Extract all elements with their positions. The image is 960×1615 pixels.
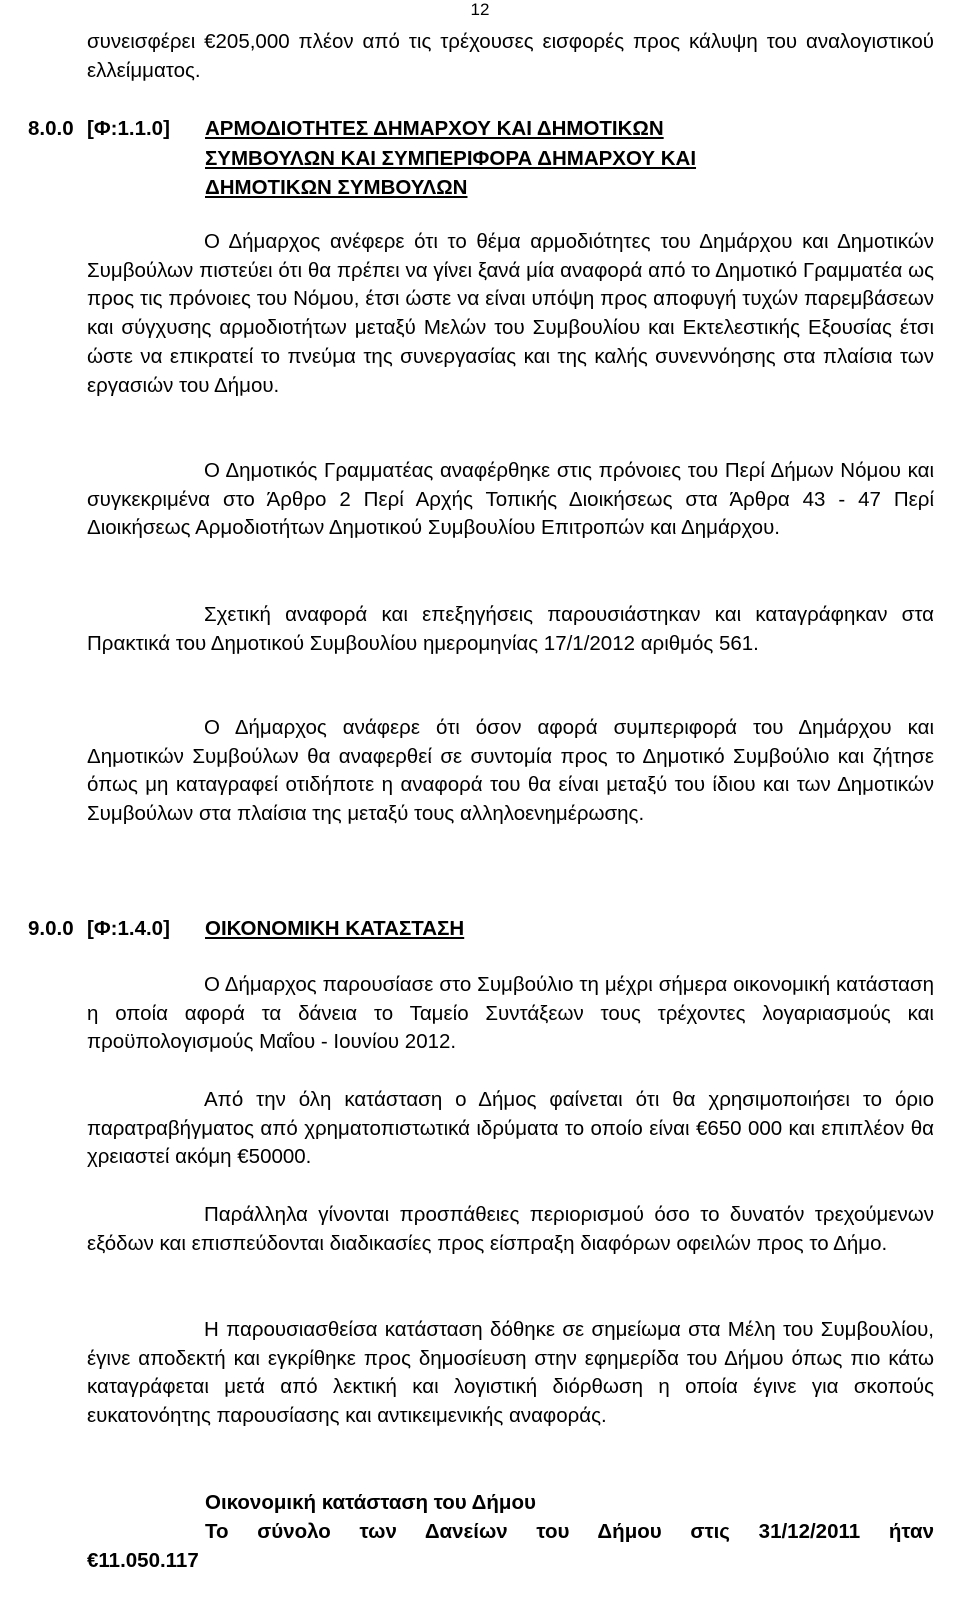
total-loans-amount: €11.050.117 [87,1549,199,1572]
section-8-title-line: ΔΗΜΟΤΙΚΩΝ ΣΥΜΒΟΥΛΩΝ [205,176,468,199]
section-9-paragraph: Παράλληλα γίνονται προσπάθειες περιορισμού όσο το δυνατόν τρεχούμενων εξόδων και επισπεύδονται διαδικασίες προς είσπραξη διαφόρων οφειλών προς το Δήμο. [87,1203,934,1255]
section-9-paragraph: Η παρουσιασθείσα κατάσταση δόθηκε σε σημείωμα στα Μέλη του Συμβουλίου, έγινε αποδεκτή και εγκρίθηκε προς δημοσίευση στην εφημερίδα του Δήμου όπως πιο κάτω καταγράφεται μετά από λεκτική και λογιστική διόρθωση η οποία έγινε για σκοπούς ευκατονόητης παρουσίασης και αντικειμενικής αναφοράς. [87,1318,934,1428]
section-8-ref: [Φ:1.1.0] [87,117,170,140]
financial-status-subheading: Οικονομική κατάσταση του Δήμου [205,1491,536,1514]
total-loans-line: Το σύνολο των Δανείων του Δήμου στις 31/12/2011 ήταν [205,1520,934,1543]
intro-paragraph: συνεισφέρει €205,000 πλέον από τις τρέχουσες εισφορές προς κάλυψη του αναλογιστικού ελλείμματος. [87,30,934,82]
section-9-paragraph: Από την όλη κατάσταση ο Δήμος φαίνεται ότι θα χρησιμοποιήσει το όριο παρατραβήγματος από χρηματοπιστωτικά ιδρύματα το οποίο είναι €650 000 και επιπλέον θα χρειαστεί ακόμη €50000. [87,1088,934,1169]
page-number: 12 [470,0,490,19]
section-9-ref: [Φ:1.4.0] [87,917,170,940]
section-8-title [205,114,825,203]
section-8-number: 8.0.0 [28,117,74,140]
section-8-paragraph: Ο Δήμαρχος ανέφερε ότι το θέμα αρμοδιότητες του Δημάρχου και Δημοτικών Συμβούλων πιστεύει ότι θα πρέπει να γίνει ξανά μία αναφορά από το Δημοτικό Γραμματέα ως προς τις πρόνοιες του Νόμου, έτσι ώστε να είναι υπόψη προς αποφυγή τυχών παρεμβάσεων και σύγχυσης αρμοδιοτήτων μεταξύ Μελών του Συμβουλίου και Εκτελεστικής Εξουσίας έτσι ώστε να επικρατεί το πνεύμα της συνεργασίας και της καλής συνεννόησης στα πλαίσια των εργασιών του Δήμου. [87,230,934,397]
section-8-title-line: ΣΥΜΒΟΥΛΩΝ ΚΑΙ ΣΥΜΠΕΡΙΦΟΡΑ ΔΗΜΑΡΧΟΥ ΚΑΙ [205,146,697,170]
section-8-paragraph: Ο Δήμαρχος ανάφερε ότι όσον αφορά συμπεριφορά του Δημάρχου και Δημοτικών Συμβούλων θα αναφερθεί σε συντομία προς το Δημοτικό Συμβούλιο και ζήτησε όπως μη καταγραφεί οτιδήποτε η αναφορά του θα είναι μεταξύ του ίδιου και των Δημοτικών Συμβούλων στα πλαίσια της μεταξύ τους αλληλοενημέρωσης. [87,716,934,826]
section-9-title: ΟΙΚΟΝΟΜΙΚΗ ΚΑΤΑΣΤΑΣΗ [205,917,465,940]
section-8-paragraph: Σχετική αναφορά και επεξηγήσεις παρουσιάστηκαν και καταγράφηκαν στα Πρακτικά του Δημοτικού Συμβουλίου ημερομηνίας 17/1/2012 αριθμός 561. [87,603,934,655]
section-9-number: 9.0.0 [28,917,74,940]
section-8-paragraph: Ο Δημοτικός Γραμματέας αναφέρθηκε στις πρόνοιες του Περί Δήμων Νόμου και συγκεκριμένα στο Άρθρο 2 Περί Αρχής Τοπικής Διοικήσεως στα Άρθρα 43 - 47 Περί Διοικήσεως Αρμοδιοτήτων Δημοτικού Συμβουλίου Επιτροπών και Δημάρχου. [87,459,934,540]
section-9-paragraph: Ο Δήμαρχος παρουσίασε στο Συμβούλιο τη μέχρι σήμερα οικονομική κατάσταση η οποία αφορά τα δάνεια το Ταμείο Συντάξεων τους τρέχοντες λογαριασμούς και προϋπολογισμούς Μαΐου - Ιουνίου 2012. [87,973,934,1054]
section-8-title-line: ΑΡΜΟΔΙΟΤΗΤΕΣ ΔΗΜΑΡΧΟΥ ΚΑΙ ΔΗΜΟΤΙΚΩΝ [205,117,664,140]
